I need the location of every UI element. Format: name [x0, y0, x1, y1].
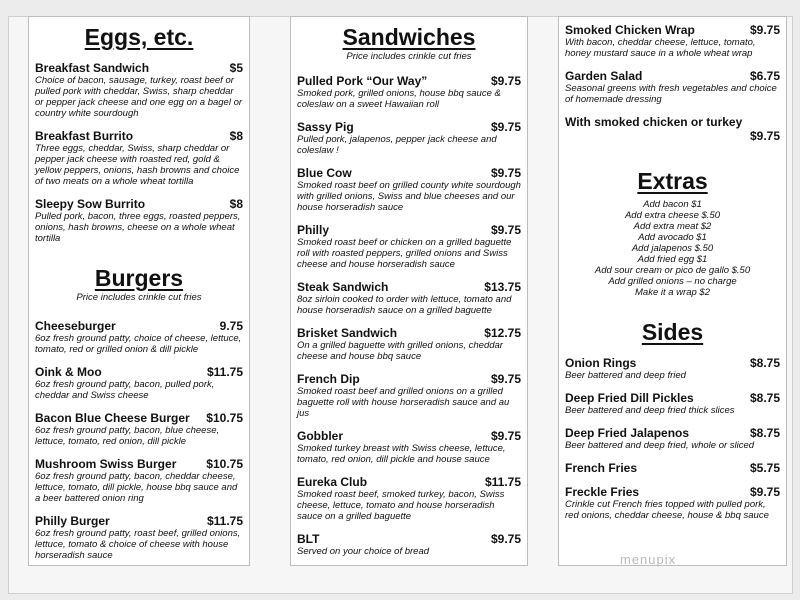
item-price: $9.75 [749, 129, 780, 143]
item-name: Oink & Moo [35, 365, 102, 379]
item-name: Smoked Chicken Wrap [565, 23, 695, 37]
menu-item [565, 115, 780, 143]
item-price: $9.75 [490, 429, 521, 443]
item-price: $8 [229, 129, 243, 143]
item-name: Mushroom Swiss Burger [35, 457, 177, 471]
item-desc: Smoked roast beef, smoked turkey, bacon, Swiss cheese, lettuce, tomato and house horseradish sauce on a grilled baguette [297, 489, 505, 522]
item-desc: Pulled pork, bacon, three eggs, roasted peppers, onions, hash browns, cheese on a whole wheat tortilla [35, 211, 241, 244]
item-name: Pulled Pork “Our Way” [297, 74, 428, 88]
item-desc: 6oz fresh ground patty, roast beef, grilled onions, lettuce, tomato & choice of cheese with house horseradish sauce [35, 528, 241, 561]
item-name: Deep Fried Jalapenos [565, 426, 690, 440]
menu-item [297, 532, 521, 557]
menu-item [35, 514, 243, 561]
item-price: $8 [229, 197, 243, 211]
section-title-eggs: Eggs, etc. [84, 24, 194, 50]
menu-column-2 [290, 16, 528, 566]
item-name: Gobbler [297, 429, 344, 443]
menu-item [297, 223, 521, 270]
item-desc: On a grilled baguette with grilled onions, cheddar cheese and house bbq sauce [297, 340, 503, 362]
item-name: With smoked chicken or turkey [565, 115, 743, 129]
menu-item [565, 391, 780, 416]
item-price: $10.75 [206, 457, 243, 471]
menu-item [35, 61, 243, 119]
item-price: $12.75 [484, 326, 521, 340]
item-desc: Smoked turkey breast with Swiss cheese, lettuce, tomato, red onion, dill pickle and house sauce [297, 443, 506, 465]
extras-item: Add grilled onions – no charge [608, 276, 737, 287]
item-name: Onion Rings [565, 356, 637, 370]
menu-item [297, 166, 521, 213]
item-name: Steak Sandwich [297, 280, 389, 294]
item-desc: Smoked roast beef or chicken on a grilled baguette roll with roasted peppers, grilled onions and Swiss cheese and house horseradish sauce [297, 237, 512, 270]
item-name: Breakfast Burrito [35, 129, 134, 143]
item-desc: 6oz fresh ground patty, bacon, blue cheese, lettuce, tomato, red onion, dill pickle [35, 425, 220, 447]
menu-item [297, 326, 521, 362]
item-desc: Served on your choice of bread [297, 546, 430, 557]
item-price: $9.75 [490, 74, 521, 88]
extras-item: Add extra meat $2 [633, 221, 712, 232]
item-desc: Beer battered and deep fried thick slices [565, 405, 735, 416]
item-desc: 6oz fresh ground patty, choice of cheese, lettuce, tomato, red or grilled onion & dill pickle [35, 333, 242, 355]
section-note: Price includes crinkle cut fries [346, 51, 472, 62]
item-name: Breakfast Sandwich [35, 61, 150, 75]
item-desc: Choice of bacon, sausage, turkey, roast beef or pulled pork with cheddar, Swiss, sharp cheddar or pepper jack cheese and one egg on a bagel or country white sourdough [35, 75, 243, 119]
item-desc: 8oz sirloin cooked to order with lettuce, tomato and house horseradish sauce on a grilled baguette [297, 294, 512, 316]
item-price: $9.75 [490, 166, 521, 180]
item-name: Bacon Blue Cheese Burger [35, 411, 190, 425]
extras-item: Add sour cream or pico de gallo $.50 [594, 265, 751, 276]
menu-item [35, 411, 243, 447]
menu-item [297, 120, 521, 156]
item-name: French Fries [565, 461, 638, 475]
item-name: BLT [297, 532, 320, 546]
extras-list [565, 199, 780, 298]
extras-item: Make it a wrap $2 [635, 287, 710, 298]
item-name: Deep Fried Dill Pickles [565, 391, 694, 405]
menu-item [565, 461, 780, 475]
item-desc: Beer battered and deep fried [565, 370, 686, 381]
section-title-extras: Extras [637, 168, 708, 194]
menu-item [565, 485, 780, 521]
item-name: Freckle Fries [565, 485, 640, 499]
item-price: $5.75 [749, 461, 780, 475]
menu-item [565, 23, 780, 59]
item-name: Brisket Sandwich [297, 326, 398, 340]
section-title-sandwiches: Sandwiches [342, 24, 476, 50]
item-name: Blue Cow [297, 166, 352, 180]
item-price: $11.75 [206, 514, 243, 528]
menu-item [35, 457, 243, 504]
item-price: $9.75 [490, 372, 521, 386]
extras-item: Add bacon $1 [643, 199, 702, 210]
item-price: $9.75 [490, 532, 521, 546]
menu-item [297, 372, 521, 419]
item-price: $8.75 [749, 391, 780, 405]
item-price: $9.75 [749, 485, 780, 499]
item-desc: Smoked pork, grilled onions, house bbq sauce & coleslaw on a sweet Hawaiian roll [297, 88, 501, 110]
item-desc: Three eggs, cheddar, Swiss, sharp cheddar or pepper jack cheese with roasted red, gold & yellow peppers, onions, hash browns and choice of two meats on a whole wheat tortilla [35, 143, 240, 187]
item-desc: With bacon, cheddar cheese, lettuce, tomato, honey mustard sauce in a whole wheat wrap [565, 37, 756, 59]
item-name: Sleepy Sow Burrito [35, 197, 146, 211]
item-price: 9.75 [219, 319, 243, 333]
menu-item [565, 69, 780, 105]
extras-item: Add fried egg $1 [637, 254, 708, 265]
item-price: $11.75 [484, 475, 521, 489]
item-name: Philly [297, 223, 330, 237]
item-price: $9.75 [749, 23, 780, 37]
item-desc: Crinkle cut French fries topped with pulled pork, red onions, cheddar cheese, house & bbq sauce [565, 499, 769, 521]
extras-item: Add jalapenos $.50 [631, 243, 714, 254]
item-desc: 6oz fresh ground patty, bacon, pulled pork, cheddar and Swiss cheese [35, 379, 215, 401]
item-desc: Pulled pork, jalapenos, pepper jack cheese and coleslaw ! [297, 134, 497, 156]
menu-item [35, 319, 243, 355]
item-name: Philly Burger [35, 514, 110, 528]
menu-item [35, 197, 243, 244]
extras-item: Add extra cheese $.50 [624, 210, 721, 221]
item-price: $11.75 [206, 365, 243, 379]
item-price: $9.75 [490, 223, 521, 237]
section-title-burgers: Burgers [94, 265, 184, 291]
item-desc: Beer battered and deep fried, whole or sliced [565, 440, 755, 451]
item-desc: Smoked roast beef and grilled onions on a grilled baguette roll with house horseradish sauce and au jus [297, 386, 510, 419]
section-note: Price includes crinkle cut fries [76, 292, 202, 303]
item-name: French Dip [297, 372, 360, 386]
watermark: menupix [620, 552, 677, 567]
item-price: $9.75 [490, 120, 521, 134]
item-price: $13.75 [484, 280, 521, 294]
item-price: $8.75 [749, 356, 780, 370]
menu-item [35, 365, 243, 401]
item-price: $10.75 [206, 411, 243, 425]
extras-item: Add avocado $1 [638, 232, 707, 243]
item-price: $5 [229, 61, 243, 75]
menu-item [297, 280, 521, 316]
item-name: Sassy Pig [297, 120, 354, 134]
item-desc: Smoked roast beef on grilled county white sourdough with grilled onions, Swiss and blue cheeses and our house horseradish sauce [297, 180, 521, 213]
menu-item [565, 356, 780, 381]
item-price: $6.75 [749, 69, 780, 83]
menu-item [297, 74, 521, 110]
menu-column-3 [558, 16, 787, 566]
item-name: Eureka Club [297, 475, 368, 489]
menu-item [35, 129, 243, 187]
item-desc: Seasonal greens with fresh vegetables and choice of homemade dressing [565, 83, 777, 105]
menu-item [565, 426, 780, 451]
menu-item [297, 475, 521, 522]
item-name: Cheeseburger [35, 319, 116, 333]
item-name: Garden Salad [565, 69, 643, 83]
section-title-sides: Sides [641, 319, 704, 345]
item-desc: 6oz fresh ground patty, bacon, cheddar cheese, lettuce, tomato, dill pickle, house bbq sauce and a beer battered onion ring [35, 471, 238, 504]
menu-item [297, 429, 521, 465]
item-price: $8.75 [749, 426, 780, 440]
menu-column-1 [28, 16, 250, 566]
